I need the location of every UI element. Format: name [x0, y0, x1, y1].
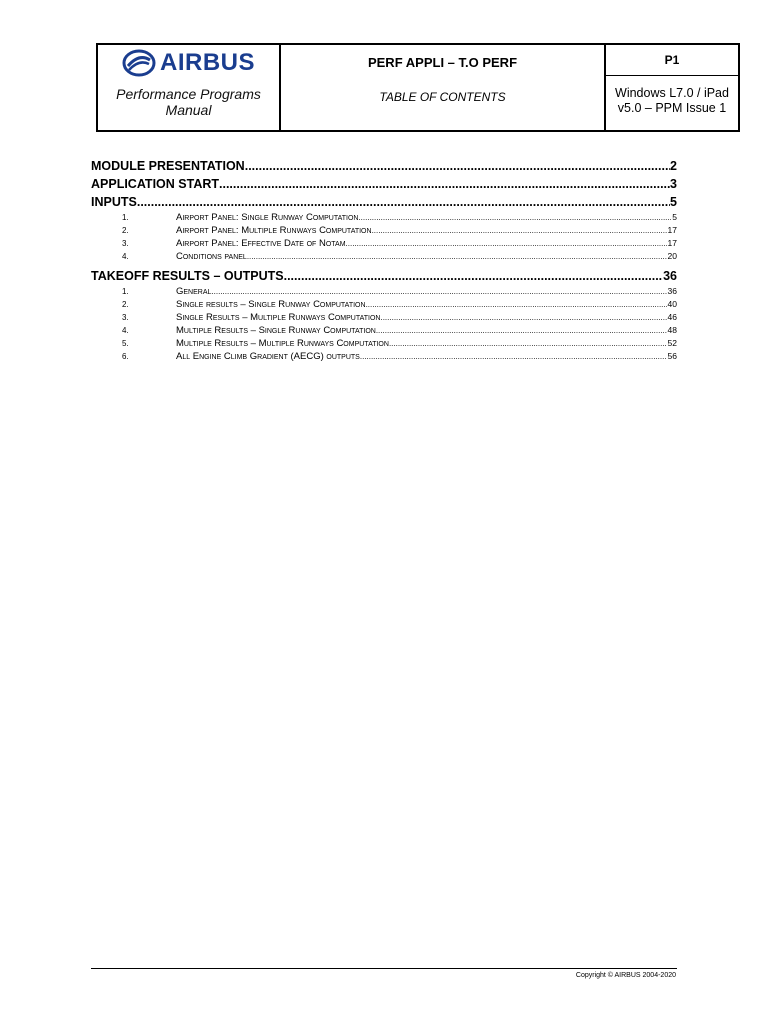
dot-leader: [360, 350, 667, 363]
toc-subentry[interactable]: [91, 324, 677, 337]
toc-subentry-label: Multiple Results – Multiple Runways Computation: [176, 338, 389, 349]
toc-subentry-page: 36: [667, 286, 677, 296]
toc-subentry-number: 2.: [122, 300, 129, 309]
toc-subentry-number: 4.: [122, 326, 129, 335]
toc-subentry-label: Airport Panel: Effective Date of Notam: [176, 238, 346, 249]
footer-divider: [91, 968, 677, 969]
toc-subentry-number: 4.: [122, 252, 129, 261]
airbus-logo-icon: [122, 49, 156, 77]
toc-subentry-page: 17: [667, 225, 677, 235]
toc-subentry-label: Conditions panel: [176, 251, 247, 262]
toc-entry-page: 2: [670, 159, 677, 173]
toc-subentry-label: Multiple Results – Single Runway Computation: [176, 325, 376, 336]
dot-leader: [284, 267, 663, 285]
toc-entry-module-presentation[interactable]: [91, 157, 677, 175]
dot-leader: [389, 337, 667, 350]
toc-subentry-label: Airport Panel: Single Runway Computation: [176, 212, 359, 223]
toc-subentry-label: Airport Panel: Multiple Runways Computation: [176, 225, 372, 236]
copyright-notice: Copyright © AIRBUS 2004-2020: [575, 972, 676, 979]
header-info-cell: [606, 45, 738, 130]
toc-entry-page: 5: [670, 195, 677, 209]
toc-subentry-number: 3.: [122, 239, 129, 248]
airbus-logo: [122, 48, 255, 78]
toc-subentry-label: General: [176, 286, 212, 297]
toc-entry-label: TAKEOFF RESULTS – OUTPUTS: [91, 269, 284, 283]
toc-subentry-page: 20: [667, 251, 677, 261]
toc-subentry-page: 17: [667, 238, 677, 248]
version-line1: Windows L7.0 / iPad: [615, 86, 729, 100]
dot-leader: [346, 237, 667, 250]
toc-subentry-number: 5.: [122, 339, 129, 348]
toc-subentry-number: 1.: [122, 287, 129, 296]
page-label: P1: [606, 45, 738, 76]
header-logo-cell: [98, 45, 281, 130]
version-line2: v5.0 – PPM Issue 1: [617, 101, 727, 115]
toc-subentry-number: 3.: [122, 313, 129, 322]
toc-subentry-number: 6.: [122, 352, 129, 361]
document-header: [96, 43, 740, 132]
doc-title: PERF APPLI – T.O PERF: [367, 55, 518, 70]
toc-subentry[interactable]: [91, 211, 677, 224]
toc-subentry-page: 48: [667, 325, 677, 335]
doc-subtitle: TABLE OF CONTENTS: [379, 90, 506, 104]
toc-subentry[interactable]: [91, 237, 677, 250]
toc-subentry-page: 52: [667, 338, 677, 348]
toc-entry-label: APPLICATION START: [91, 177, 220, 191]
dot-leader: [376, 324, 667, 337]
manual-title-line2: Manual: [165, 102, 212, 118]
dot-leader: [380, 311, 666, 324]
toc-subentry-label: All Engine Climb Gradient (AECG) outputs: [176, 351, 360, 362]
toc-entry-label: MODULE PRESENTATION: [91, 159, 245, 173]
toc-subentry-label: Single Results – Multiple Runways Computation: [176, 312, 381, 323]
dot-leader: [247, 250, 667, 263]
dot-leader: [366, 298, 667, 311]
toc-subentry[interactable]: [91, 311, 677, 324]
dot-leader: [137, 193, 670, 211]
toc-subentry[interactable]: [91, 298, 677, 311]
dot-leader: [372, 224, 667, 237]
toc-entry-label: INPUTS: [91, 195, 137, 209]
version-info: [606, 86, 738, 116]
dot-leader: [211, 285, 666, 298]
toc-subentry-number: 2.: [122, 226, 129, 235]
toc-subentry-page: 46: [667, 312, 677, 322]
toc-subentry[interactable]: [91, 285, 677, 298]
toc-entry-page: 36: [663, 269, 677, 283]
dot-leader: [358, 211, 671, 224]
logo-text: AIRBUS: [159, 49, 255, 76]
manual-title: [116, 86, 261, 118]
toc-subentry-number: 1.: [122, 213, 129, 222]
dot-leader: [245, 157, 670, 175]
dot-leader: [219, 175, 670, 193]
table-of-contents: [91, 157, 677, 363]
toc-subentry-page: 56: [667, 351, 677, 361]
toc-subentry-label: Single results – Single Runway Computation: [176, 299, 366, 310]
toc-subentry-page: 40: [667, 299, 677, 309]
toc-subentry-page: 5: [672, 212, 677, 222]
toc-entry-inputs[interactable]: [91, 193, 677, 211]
header-title-cell: [281, 45, 606, 130]
toc-entry-application-start[interactable]: [91, 175, 677, 193]
toc-subentry[interactable]: [91, 350, 677, 363]
toc-entry-page: 3: [670, 177, 677, 191]
toc-entry-takeoff-results[interactable]: [91, 267, 677, 285]
toc-subentry[interactable]: [91, 250, 677, 263]
toc-subentry[interactable]: [91, 224, 677, 237]
manual-title-line1: Performance Programs: [116, 86, 261, 102]
toc-subentry[interactable]: [91, 337, 677, 350]
